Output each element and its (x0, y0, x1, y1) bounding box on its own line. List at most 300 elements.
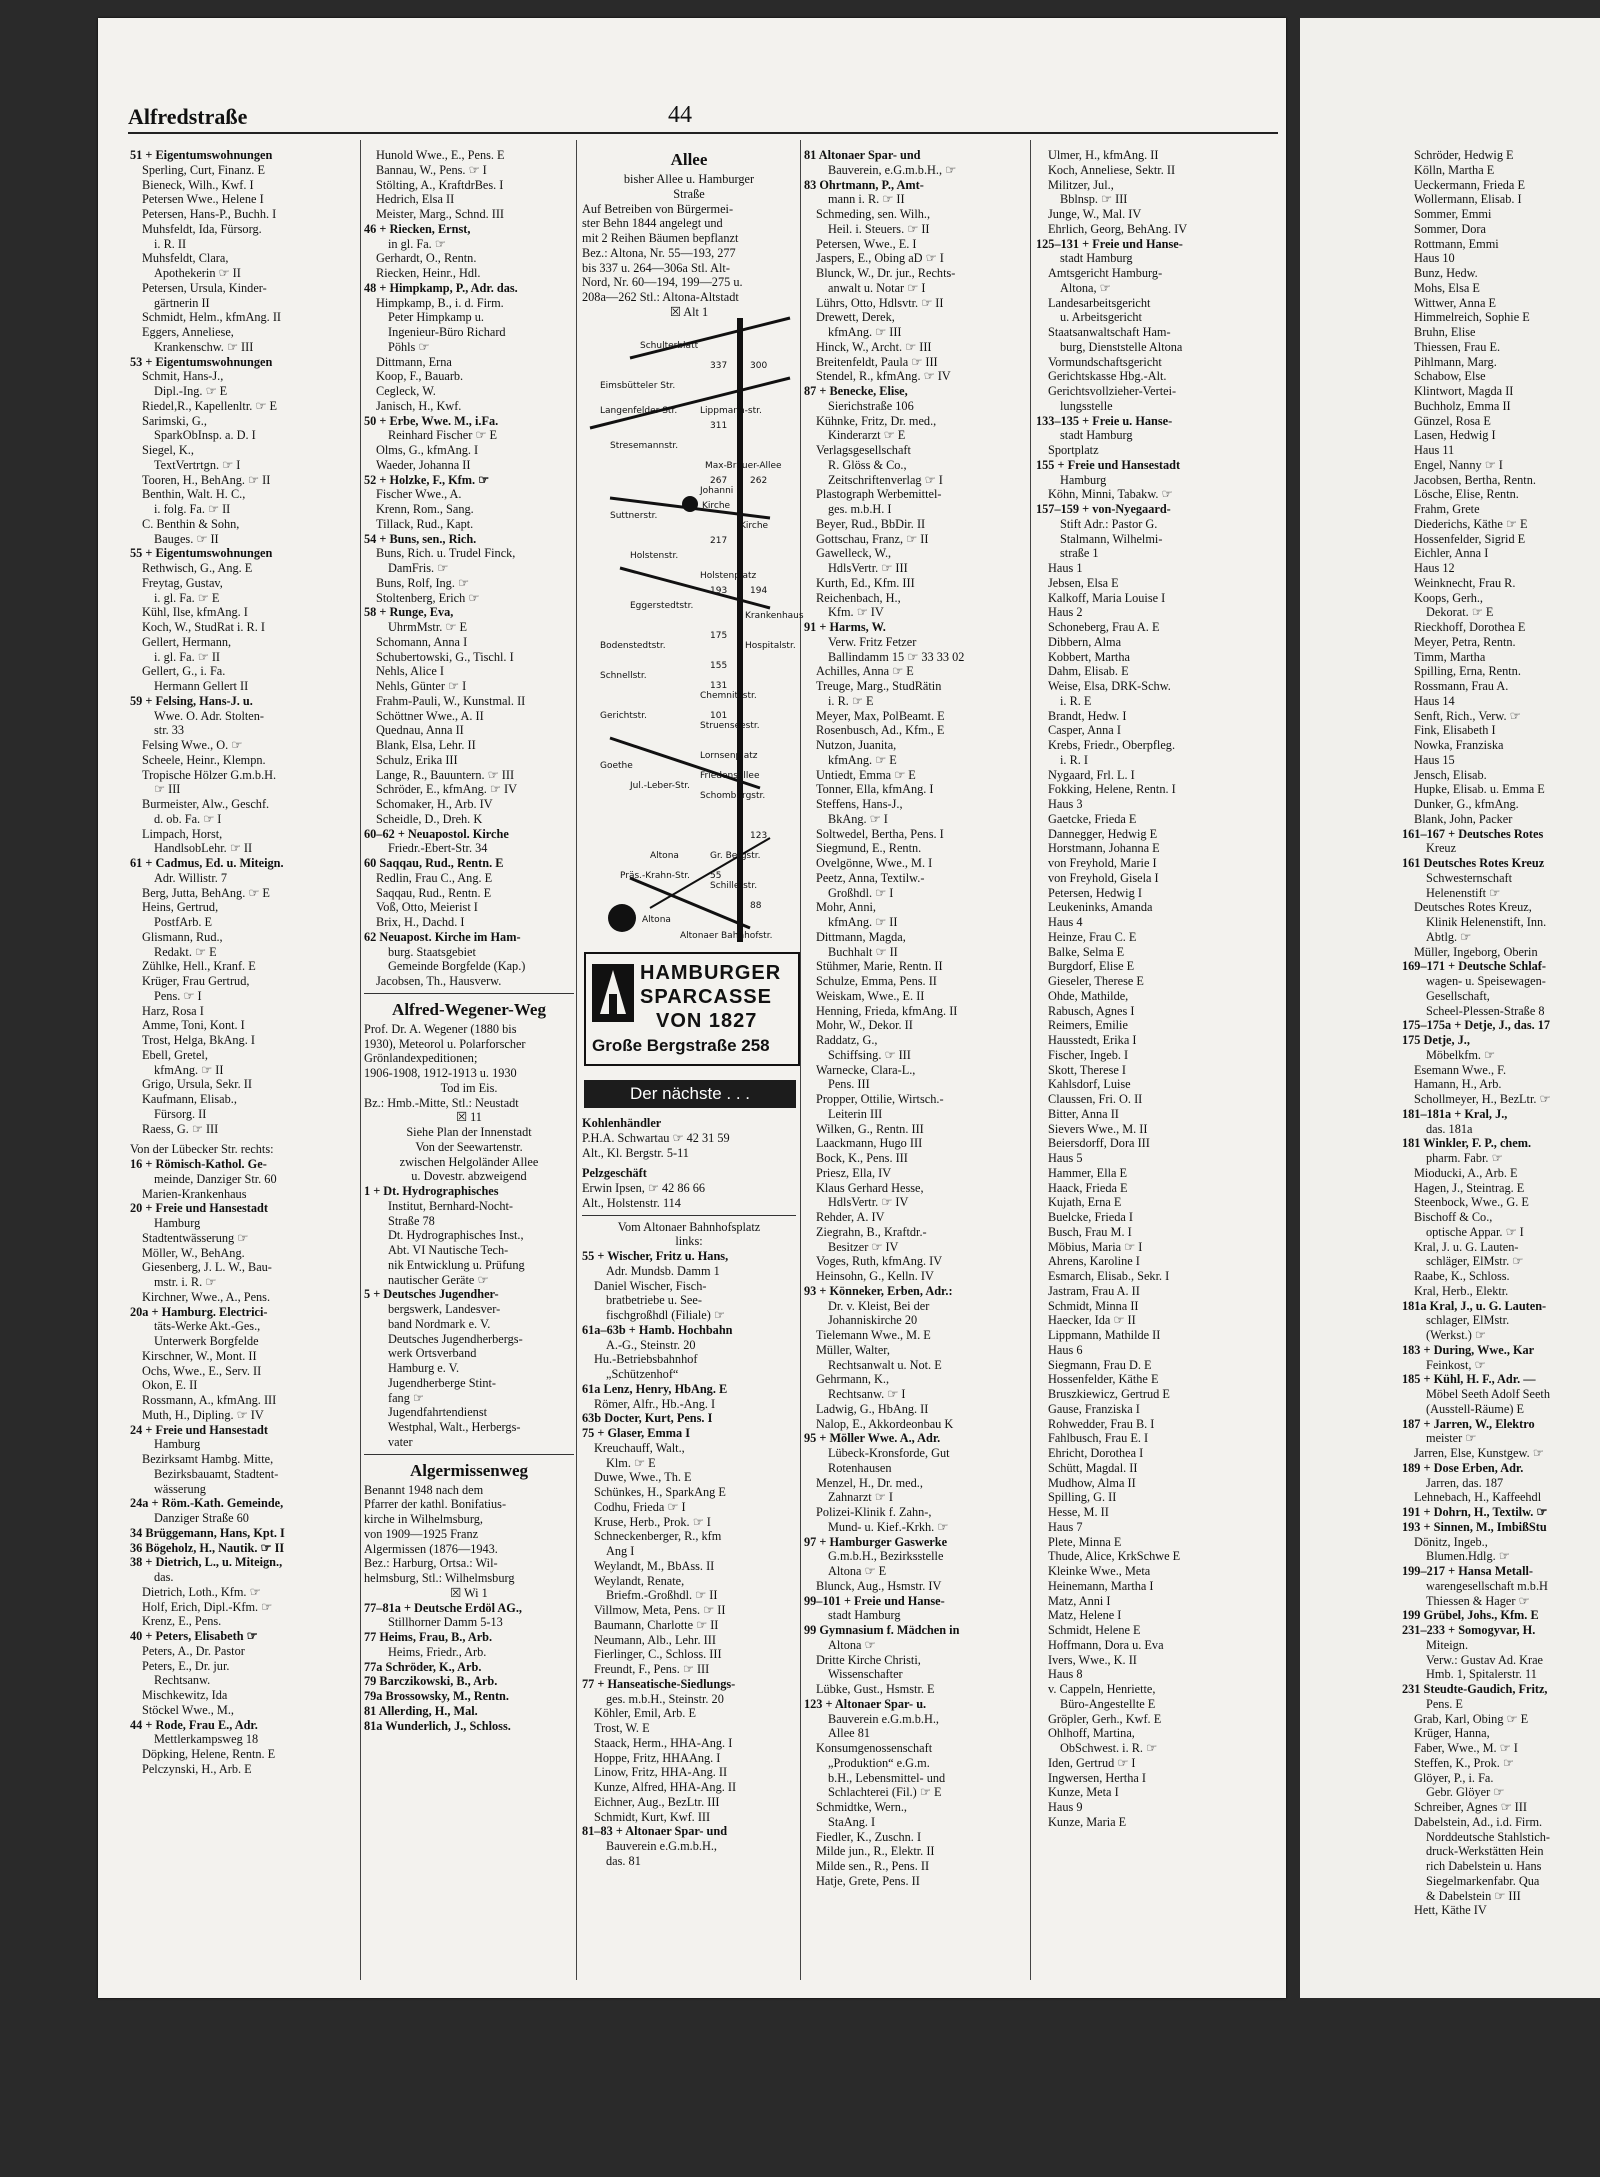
next-section-banner: Der nächste . . . (584, 1080, 796, 1108)
directory-entry: Hinck, W., Archt. ☞ III (816, 339, 932, 354)
directory-entry: Lasen, Hedwig I (1414, 428, 1496, 443)
directory-entry: Thiessen, Frau E. (1414, 339, 1501, 354)
directory-entry: R. Glöss & Co., (828, 457, 907, 472)
directory-entry: Landesarbeitsgericht (1048, 295, 1151, 310)
directory-entry: Plete, Minna E (1048, 1534, 1122, 1549)
directory-entry: Blunck, Aug., Hsmstr. IV (816, 1578, 942, 1593)
directory-entry: Rehder, A. IV (816, 1210, 885, 1224)
directory-entry: Schöttner Wwe., A. II (376, 708, 484, 723)
map-street-label: Chemnitzstr. (700, 691, 757, 701)
map-number: 337 (710, 361, 728, 371)
directory-entry: DamFris. ☞ (388, 561, 449, 575)
directory-entry: nautischer Geräte ☞ (388, 1272, 489, 1287)
directory-entry: Mohr, Anni, (816, 900, 876, 915)
directory-entry: Heins, Gertrud, (142, 900, 219, 915)
directory-entry: Sommer, Dora (1414, 221, 1486, 236)
directory-entry: 231–233 + Somogyvar, H. (1402, 1623, 1536, 1637)
directory-entry: Schneckenberger, R., kfm (594, 1529, 722, 1544)
directory-entry: Bblnsp. ☞ III (1060, 192, 1128, 207)
directory-entry: Ahrens, Karoline I (1048, 1254, 1140, 1269)
directory-entry: Hedrich, Elsa II (376, 192, 455, 207)
directory-entry: Henning, Frieda, kfmAng. II (816, 1003, 958, 1018)
directory-entry: Buns, Rich. u. Trudel Finck, (376, 546, 516, 561)
directory-entry: 199 Grübel, Johs., Kfm. E (1402, 1608, 1539, 1623)
directory-entry: Fokking, Helene, Rentn. I (1048, 782, 1176, 797)
directory-entry: Helenenstift ☞ (1426, 885, 1501, 900)
directory-entry: Schmit, Hans-J., (142, 369, 224, 384)
directory-entry: 1 + Dt. Hydrographisches (364, 1184, 499, 1198)
directory-entry: Sarimski, G., (142, 413, 207, 428)
directory-entry: 155 + Freie und Hansestadt (1036, 457, 1181, 472)
directory-entry: Kohlenhändler (582, 1116, 662, 1130)
directory-entry: 61a Lenz, Henry, HbAng. E (582, 1381, 728, 1396)
directory-entry: Kunze, Maria E (1048, 1814, 1127, 1829)
map-street-label: Holstenplatz (700, 571, 757, 581)
directory-entry: Eichner, Aug., BezLtr. III (594, 1794, 720, 1809)
directory-entry: 60 Saqqau, Rud., Rentn. E (364, 856, 504, 870)
directory-entry: Militzer, Jul., (1048, 177, 1114, 192)
directory-entry: Marien-Krankenhaus (142, 1186, 247, 1201)
directory-entry: 161–167 + Deutsches Rotes (1402, 826, 1544, 841)
map-label: Krankenhaus (745, 611, 804, 621)
directory-entry: Pfarrer der kathl. Bonifatius- (364, 1497, 507, 1512)
directory-entry: Steffen, K., Prok. ☞ (1414, 1755, 1514, 1770)
directory-entry: Meister, Marg., Schnd. III (376, 207, 505, 221)
directory-entry: Alt., Holstenstr. 114 (582, 1195, 681, 1210)
directory-entry: Spilling, Erna, Rentn. (1414, 664, 1521, 679)
directory-entry: Himpkamp, B., i. d. Firm. (376, 295, 504, 310)
directory-entry: Rechtsanw. ☞ I (828, 1387, 906, 1401)
directory-entry: 46 + Riecken, Ernst, (364, 221, 471, 236)
directory-entry: Reimers, Emilie (1048, 1018, 1128, 1033)
directory-entry: Eggers, Anneliese, (142, 325, 234, 339)
directory-entry: Faber, Wwe., M. ☞ I (1414, 1741, 1518, 1755)
directory-entry: Grönlandexpeditionen; (364, 1051, 478, 1066)
directory-entry: Westphal, Walt., Herbergs- (388, 1420, 521, 1434)
directory-entry: 97 + Hamburger Gaswerke (804, 1534, 948, 1549)
directory-entry: Schmidt, Minna II (1048, 1298, 1139, 1313)
directory-entry: C. Benthin & Sohn, (142, 516, 240, 531)
directory-entry: Deutsches Rotes Kreuz, (1414, 900, 1532, 915)
directory-entry: Nutzon, Juanita, (816, 738, 897, 752)
directory-entry: anwalt u. Notar ☞ I (828, 280, 926, 295)
directory-entry: Lehnebach, H., Kaffeehdl (1414, 1490, 1542, 1505)
directory-entry: Dr. v. Kleist, Bei der (828, 1298, 930, 1313)
directory-entry: Codhu, Frieda ☞ I (594, 1499, 686, 1514)
directory-entry: HdlsVertr. ☞ III (828, 561, 908, 575)
directory-entry: Haus 3 (1048, 797, 1083, 811)
directory-column-3-top (582, 148, 796, 323)
directory-entry: Wissenschafter (828, 1667, 903, 1682)
directory-entry: 183 + During, Wwe., Kar (1402, 1342, 1535, 1357)
directory-entry: Mohr, W., Dekor. II (816, 1018, 913, 1033)
directory-entry: Haus 12 (1414, 561, 1455, 575)
directory-entry: HdlsVertr. ☞ IV (828, 1195, 909, 1210)
directory-column-1 (130, 148, 358, 1978)
directory-entry: Prof. Dr. A. Wegener (1880 bis (364, 1021, 517, 1036)
directory-entry: 81 Altonaer Spar- und (804, 148, 921, 162)
directory-entry: Pihlmann, Marg. (1414, 354, 1497, 369)
directory-entry: Auf Betreiben von Bürgermei- (582, 201, 734, 216)
directory-entry: ☒ 11 (456, 1110, 482, 1125)
directory-entry: Mettlerkampsweg 18 (154, 1732, 259, 1747)
map-label: Johanni (700, 486, 734, 496)
directory-column-2 (364, 148, 574, 1978)
directory-entry: Bruhn, Elise (1414, 325, 1476, 339)
directory-entry: 81a Wunderlich, J., Schloss. (364, 1718, 511, 1733)
directory-entry: Gellert, Hermann, (142, 634, 232, 649)
directory-entry: Kreuz (1426, 841, 1457, 856)
directory-entry: Lippmann, Mathilde II (1048, 1328, 1161, 1342)
directory-entry: Schütt, Magdal. II (1048, 1460, 1138, 1475)
directory-entry: Benannt 1948 nach dem (364, 1482, 484, 1497)
directory-entry: 5 + Deutsches Jugendher- (364, 1287, 499, 1302)
directory-entry: Jensch, Elisab. (1414, 767, 1487, 782)
directory-entry: 20 + Freie und Hansestadt (130, 1201, 268, 1216)
directory-entry: Günzel, Rosa E (1414, 413, 1491, 428)
directory-entry: burg. Staatsgebiet (388, 944, 476, 959)
map-street-label: Lornsenplatz (700, 751, 758, 761)
directory-entry: wagen- u. Speisewagen- (1426, 974, 1546, 988)
directory-entry: Ballindamm 15 ☞ 33 33 02 (828, 649, 965, 664)
directory-entry: Schollmeyer, H., BezLtr. ☞ (1414, 1092, 1551, 1106)
directory-entry: 77–81a + Deutsche Erdöl AG., (364, 1600, 522, 1615)
directory-entry: Petersen, Hans-P., Buchh. I (142, 207, 277, 221)
directory-entry: Kinderarzt ☞ E (828, 428, 906, 443)
map-label: Hospitalstr. (745, 641, 796, 651)
directory-entry: warengesellschaft m.b.H (1426, 1578, 1548, 1593)
directory-entry: das. 181a (1426, 1121, 1473, 1136)
directory-entry: Hamburg (154, 1437, 201, 1452)
directory-entry: Koop, F., Bauarb. (376, 369, 464, 384)
directory-entry: Bruszkiewicz, Gertrud E (1048, 1387, 1170, 1401)
directory-entry: Muhsfeldt, Ida, Fürsorg. (142, 221, 262, 236)
map-street-label: Schomburgstr. (700, 791, 766, 801)
directory-entry: Unterwerk Borgfelde (154, 1334, 259, 1348)
map-street-label: Eimsbütteler Str. (600, 381, 676, 391)
directory-entry: Treuge, Marg., StudRätin (816, 679, 942, 693)
directory-entry: Apothekerin ☞ II (154, 266, 241, 280)
directory-entry: Haus 15 (1414, 752, 1455, 767)
directory-entry: Fischer Wwe., A. (376, 487, 462, 502)
directory-entry: Schmidtke, Wern., (816, 1800, 907, 1814)
directory-entry: Hunold Wwe., E., Pens. E (376, 148, 505, 162)
directory-entry: 231 Steudte-Gaudich, Fritz, (1402, 1682, 1548, 1696)
directory-entry: fang ☞ (388, 1390, 424, 1405)
directory-entry: Verw.: Gustav Ad. Krae (1426, 1652, 1544, 1667)
directory-entry: Jastram, Frau A. II (1048, 1283, 1140, 1298)
directory-entry: Diederichs, Käthe ☞ E (1414, 516, 1528, 531)
directory-entry: Haecker, Ida ☞ II (1048, 1313, 1136, 1328)
directory-entry: Weiskam, Wwe., E. II (816, 988, 925, 1003)
directory-entry: Tropische Hölzer G.m.b.H. (142, 767, 277, 782)
map-number: 101 (710, 711, 728, 721)
directory-entry: Glöyer, P., i. Fa. (1414, 1770, 1494, 1785)
directory-entry: i. R. II (154, 236, 187, 251)
directory-entry: Dunker, G., kfmAng. (1414, 797, 1519, 811)
directory-entry: Krüger, Frau Gertrud, (142, 974, 250, 988)
directory-entry: Hamburg (154, 1216, 201, 1230)
directory-entry: Brandt, Hedw. I (1048, 708, 1127, 723)
directory-entry: Dahm, Elisab. E (1048, 664, 1129, 679)
directory-entry: Pens. E (1426, 1696, 1463, 1711)
map-street-label: Struenseestr. (700, 721, 760, 731)
directory-column-3-bottom (582, 1116, 796, 1976)
ad-line-2: SPARCASSE (640, 986, 772, 1008)
map-number: 88 (750, 901, 762, 911)
directory-entry: Adr. Willistr. 7 (154, 870, 228, 885)
directory-entry: 61 + Cadmus, Ed. u. Miteign. (130, 856, 284, 870)
directory-entry: Muhsfeldt, Clara, (142, 251, 229, 266)
directory-entry: Gebr. Glöyer ☞ (1426, 1785, 1505, 1800)
directory-entry: Gerhardt, O., Rentn. (376, 251, 477, 266)
directory-entry: Steenbock, Wwe., G. E (1414, 1195, 1529, 1210)
directory-entry: Bez.: Altona, Nr. 55—193, 277 (582, 245, 736, 260)
directory-entry: Amme, Toni, Kont. I (142, 1018, 245, 1033)
directory-entry: Buchholz, Emma II (1414, 398, 1511, 413)
directory-entry: Rohwedder, Frau B. I (1048, 1416, 1155, 1431)
directory-entry: Haus 8 (1048, 1667, 1083, 1682)
directory-entry: Glismann, Rud., (142, 929, 223, 944)
directory-entry: Hausstedt, Erika I (1048, 1033, 1137, 1047)
directory-entry: Bauverein, e.G.m.b.H., ☞ (828, 162, 957, 177)
directory-entry: Danziger Straße 60 (154, 1511, 249, 1525)
column-divider (800, 140, 801, 1980)
directory-entry: Krenz, E., Pens. (142, 1614, 222, 1629)
directory-entry: Jacobsen, Th., Hausverw. (376, 974, 502, 988)
directory-entry: Grigo, Ursula, Sekr. II (142, 1077, 252, 1092)
map-street-label: Lippmann-str. (700, 406, 762, 416)
directory-entry: Krankenschw. ☞ III (154, 339, 254, 354)
directory-entry: in gl. Fa. ☞ (388, 236, 446, 251)
directory-entry: Burmeister, Alw., Geschf. (142, 797, 270, 811)
directory-entry: ☒ Wi 1 (450, 1585, 488, 1600)
directory-entry: Milde jun., R., Elektr. II (816, 1844, 935, 1859)
directory-entry: 77a Schröder, K., Arb. (364, 1659, 482, 1674)
directory-entry: 55 + Wischer, Fritz u. Hans, (582, 1249, 729, 1263)
directory-entry: Nehls, Günter ☞ I (376, 679, 467, 693)
directory-entry: Berg, Jutta, BehAng. ☞ E (142, 885, 270, 900)
directory-entry: Heinsohn, G., Kelln. IV (816, 1269, 934, 1283)
directory-entry: Schiffsing. ☞ III (828, 1047, 911, 1062)
directory-entry: Busch, Frau M. I (1048, 1224, 1132, 1239)
directory-entry: 1906-1908, 1912-1913 u. 1930 (364, 1066, 517, 1080)
map-label: Kirche (740, 521, 769, 531)
directory-entry: Tooren, H., BehAng. ☞ II (142, 472, 271, 487)
directory-entry: Jarren, das. 187 (1426, 1475, 1504, 1490)
directory-entry: Junge, W., Mal. IV (1048, 207, 1142, 221)
directory-entry: Ehrlich, Georg, BehAng. IV (1048, 221, 1188, 236)
header-rule (128, 132, 1278, 134)
directory-entry: 53 + Eigentumswohnungen (130, 354, 273, 369)
directory-entry: Gröpler, Gerh., Kwf. E (1048, 1711, 1162, 1726)
directory-entry: Reichenbach, H., (816, 590, 901, 605)
directory-entry: Schmidt, Kurt, Kwf. III (594, 1809, 711, 1824)
directory-entry: Sportplatz (1048, 443, 1099, 457)
directory-entry: Koch, W., StudRat i. R. I (142, 620, 265, 634)
directory-entry: Meyer, Max, PolBeamt. E (816, 708, 945, 723)
directory-entry: G.m.b.H., Bezirksstelle (828, 1549, 944, 1564)
directory-entry: Kfm. ☞ IV (828, 605, 884, 620)
directory-entry: Peter Himpkamp u. (388, 310, 484, 325)
directory-entry: Gaetcke, Frieda E (1048, 811, 1137, 826)
directory-entry: Kreuchauff, Walt., (594, 1440, 685, 1455)
directory-entry: Straße (673, 186, 705, 201)
directory-entry: Miteign. (1426, 1637, 1469, 1652)
directory-entry: 16 + Römisch-Kathol. Ge- (130, 1157, 267, 1171)
directory-entry: Schmidt, Helene E (1048, 1623, 1141, 1637)
directory-entry: Priesz, Ella, IV (816, 1165, 892, 1180)
directory-entry: Haus 6 (1048, 1342, 1083, 1357)
directory-entry: Pelczynski, H., Arb. E (142, 1761, 252, 1776)
directory-entry: Schubertowski, G., Tischl. I (376, 649, 514, 664)
directory-entry: ster Behn 1844 angelegt und (582, 216, 723, 231)
directory-entry: Fischer, Ingeb. I (1048, 1047, 1129, 1062)
directory-entry: 83 Ohrtmann, P., Amt- (804, 177, 924, 192)
directory-entry: Villmow, Meta, Pens. ☞ II (594, 1603, 726, 1617)
directory-entry: Kurth, Ed., Kfm. III (816, 575, 915, 590)
directory-entry: Plastograph Werbemittel- (816, 487, 942, 502)
directory-entry: Dekorat. ☞ E (1426, 605, 1494, 620)
directory-entry: Schröder, E., kfmAng. ☞ IV (376, 782, 517, 797)
directory-entry: Besitzer ☞ IV (828, 1239, 899, 1254)
directory-entry: Kunze, Meta I (1048, 1785, 1119, 1800)
directory-entry: Heil. i. Steuers. ☞ II (828, 221, 930, 236)
directory-entry: burg, Dienststelle Altona (1060, 339, 1183, 354)
directory-entry: BkAng. ☞ I (828, 811, 888, 826)
map-number: 193 (710, 586, 728, 596)
directory-entry: Möller, W., BehAng. (142, 1245, 245, 1260)
directory-entry: Von der Seewartenstr. (415, 1139, 523, 1154)
directory-entry: Siegelmarkenfabr. Qua (1426, 1873, 1540, 1888)
directory-entry: Nalop, E., Akkordeonbau K (816, 1416, 954, 1431)
directory-entry: 157–159 + von-Nyegaard- (1036, 502, 1171, 516)
directory-entry: Trost, Helga, BkAng. I (142, 1033, 255, 1047)
directory-entry: Jarren, Else, Kunstgew. ☞ (1414, 1446, 1544, 1460)
directory-entry: Redakt. ☞ E (154, 944, 217, 959)
directory-entry: Polizei-Klinik f. Zahn-, (816, 1505, 932, 1519)
directory-entry: Rotenhausen (828, 1460, 892, 1475)
map-station-icon (608, 904, 636, 932)
page-number: 44 (668, 102, 692, 128)
directory-entry: Peters, E., Dr. jur. (142, 1658, 230, 1673)
directory-entry: Haus 2 (1048, 605, 1083, 620)
directory-entry: ges. m.b.H., Steinstr. 20 (606, 1691, 724, 1706)
directory-entry: Saqqau, Rud., Rentn. E (376, 885, 492, 900)
directory-entry: i. gl. Fa. ☞ E (154, 590, 220, 605)
directory-entry: A.-G., Steinstr. 20 (606, 1337, 696, 1352)
directory-entry: Leukeninks, Amanda (1048, 900, 1153, 915)
directory-entry: wässerung (154, 1481, 206, 1496)
directory-entry: Ivers, Wwe., K. II (1048, 1652, 1137, 1667)
directory-entry: Fiedler, K., Zuschn. I (816, 1829, 922, 1844)
directory-entry: Blank, John, Packer (1414, 811, 1513, 826)
directory-entry: Haus 7 (1048, 1519, 1083, 1534)
directory-entry: Rieckhoff, Dorothea E (1414, 620, 1526, 634)
directory-entry: 48 + Himpkamp, P., Adr. das. (364, 280, 518, 295)
directory-entry: 38 + Dietrich, L., u. Miteign., (130, 1555, 283, 1570)
directory-entry: Verw. Fritz Fetzer (828, 634, 917, 649)
directory-entry: Mischkewitz, Ida (142, 1688, 228, 1702)
directory-entry: bergswerk, Landesver- (388, 1302, 501, 1316)
column-divider (360, 140, 361, 1980)
directory-entry: 44 + Rode, Frau E., Adr. (130, 1717, 258, 1732)
directory-entry: 181–181a + Kral, J., (1402, 1106, 1508, 1121)
directory-entry: Stöckel Wwe., M., (142, 1702, 234, 1717)
directory-entry: Hossenfelder, Sigrid E (1414, 531, 1526, 546)
directory-entry: Steffens, Hans-J., (816, 797, 903, 811)
directory-entry: meinde, Danziger Str. 60 (154, 1171, 277, 1186)
directory-entry: Koops, Gerh., (1414, 590, 1483, 605)
directory-entry: Untiedt, Emma ☞ E (816, 767, 916, 782)
directory-entry: Büro-Angestellte E (1060, 1696, 1156, 1711)
directory-entry: Hatje, Grete, Pens. II (816, 1873, 920, 1888)
directory-entry: 181a Kral, J., u. G. Lauten- (1402, 1298, 1547, 1313)
directory-entry: Matz, Helene I (1048, 1608, 1122, 1623)
directory-entry: Esmarch, Elisab., Sekr. I (1048, 1269, 1170, 1283)
directory-entry: Nord, Nr. 60—194, 199—275 u. (582, 275, 743, 290)
directory-entry: kirche in Wilhelmsburg, (364, 1512, 483, 1526)
map-number: 217 (710, 536, 728, 546)
directory-entry: P.H.A. Schwartau ☞ 42 31 59 (582, 1130, 730, 1145)
directory-entry: Hagen, J., Steintrag. E (1414, 1180, 1525, 1195)
directory-entry: (Ausstell-Räume) E (1426, 1401, 1525, 1416)
directory-entry: Klm. ☞ E (606, 1455, 656, 1470)
directory-entry: PostfArb. E (154, 915, 213, 929)
directory-entry: Felsing Wwe., O. ☞ (142, 738, 243, 752)
directory-entry: Rabusch, Agnes I (1048, 1003, 1135, 1018)
directory-entry: 59 + Felsing, Hans-J. u. (130, 693, 253, 708)
directory-entry: Weinknecht, Frau R. (1414, 575, 1516, 590)
directory-entry: Konsumgenossenschaft (816, 1741, 933, 1755)
directory-entry: Senft, Rich., Verw. ☞ (1414, 708, 1521, 723)
directory-entry: Rechtsanwalt u. Not. E (828, 1357, 942, 1372)
directory-entry: Stühmer, Marie, Rentn. II (816, 959, 943, 974)
directory-entry: Waeder, Johanna II (376, 457, 471, 472)
directory-entry: Timm, Martha (1414, 649, 1486, 664)
directory-entry: Balke, Selma E (1048, 944, 1125, 959)
directory-entry: 77 Heims, Frau, B., Arb. (364, 1630, 493, 1644)
directory-entry: Abtlg. ☞ (1426, 929, 1472, 944)
directory-entry: 54 + Buns, sen., Rich. (364, 531, 477, 546)
directory-entry: Lührs, Otto, Hdlsvtr. ☞ II (816, 295, 944, 310)
directory-entry: Gemeinde Borgfelde (Kap.) (388, 959, 526, 974)
directory-entry: i. R. I (1060, 752, 1089, 767)
directory-entry: Neumann, Alb., Lehr. III (594, 1632, 716, 1647)
directory-entry: u. Dovestr. abzweigend (411, 1169, 527, 1184)
column-divider (576, 140, 577, 1980)
directory-entry: Nygaard, Frl. L. I (1048, 767, 1135, 782)
directory-entry: Claussen, Fri. O. II (1048, 1092, 1143, 1106)
map-street-label: Altonaer Bahnhofstr. (680, 931, 773, 941)
directory-entry: Zühlke, Hell., Kranf. E (142, 959, 256, 974)
directory-entry: Friedr.-Ebert-Str. 34 (388, 841, 488, 856)
map-street-label: Goethe (600, 761, 633, 771)
directory-entry: Thiessen & Hager ☞ (1426, 1593, 1530, 1608)
directory-entry: Redlin, Frau C., Ang. E (376, 870, 493, 885)
directory-entry: von Freyhold, Gisela I (1048, 870, 1159, 885)
map-street-label: Friedensallee (700, 771, 760, 781)
directory-entry: Ohde, Mathilde, (1048, 988, 1129, 1003)
directory-entry: Nehls, Alice I (376, 664, 444, 679)
directory-entry: 133–135 + Freie u. Hanse- (1036, 413, 1173, 428)
directory-entry: Stendel, R., kfmAng. ☞ IV (816, 369, 951, 384)
directory-entry: Kujath, Erna E (1048, 1195, 1122, 1210)
directory-entry: lungsstelle (1060, 398, 1113, 413)
directory-entry: 52 + Holzke, F., Kfm. ☞ (364, 472, 490, 487)
directory-entry: Schlachterei (Fil.) ☞ E (828, 1785, 942, 1800)
map-label: Altona (650, 851, 679, 861)
